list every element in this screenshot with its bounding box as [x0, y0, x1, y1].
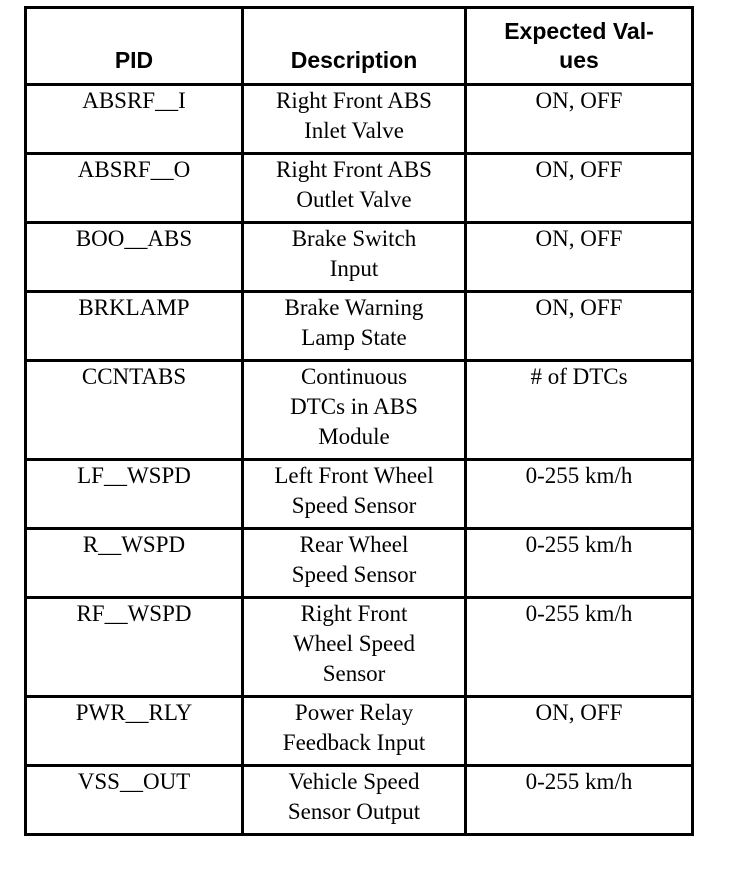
header-expected-line1: Expected Val- — [504, 18, 654, 44]
expected-cell: ON, OFF — [466, 223, 693, 292]
description-line: Brake Warning — [284, 295, 424, 320]
header-expected-line2: ues — [559, 47, 599, 73]
table-row — [26, 766, 693, 835]
expected-cell: ON, OFF — [466, 697, 693, 766]
description-cell — [243, 292, 466, 361]
expected-cell: 0-255 km/h — [466, 460, 693, 529]
table-row — [26, 361, 693, 460]
expected-cell: # of DTCs — [466, 361, 693, 460]
description-line: Vehicle Speed — [288, 769, 420, 794]
pid-cell: BRKLAMP — [26, 292, 243, 361]
table-row — [26, 85, 693, 154]
description-cell — [243, 223, 466, 292]
description-line: Brake Switch — [291, 226, 417, 251]
expected-cell: 0-255 km/h — [466, 766, 693, 835]
description-cell — [243, 529, 466, 598]
table-row — [26, 223, 693, 292]
description-line: Outlet Valve — [296, 187, 412, 212]
pid-cell: R__WSPD — [26, 529, 243, 598]
description-line: Speed Sensor — [291, 493, 417, 518]
expected-cell: ON, OFF — [466, 154, 693, 223]
pid-cell: ABSRF__O — [26, 154, 243, 223]
description-cell — [243, 361, 466, 460]
description-line: Continuous — [300, 364, 408, 389]
description-line: DTCs in ABS — [290, 394, 418, 419]
description-line: Sensor Output — [287, 799, 421, 824]
table-row — [26, 598, 693, 697]
description-cell — [243, 154, 466, 223]
description-line: Module — [318, 424, 390, 449]
description-line: Wheel Speed — [293, 631, 415, 656]
pid-cell: VSS__OUT — [26, 766, 243, 835]
description-line: Feedback Input — [282, 730, 426, 755]
description-cell — [243, 598, 466, 697]
table-row — [26, 529, 693, 598]
description-cell — [243, 460, 466, 529]
description-cell — [243, 85, 466, 154]
pid-cell: RF__WSPD — [26, 598, 243, 697]
description-line: Left Front Wheel — [274, 463, 434, 488]
pid-cell: BOO__ABS — [26, 223, 243, 292]
description-line: Right Front ABS — [276, 157, 432, 182]
description-line: Power Relay — [294, 700, 414, 725]
pid-cell: ABSRF__I — [26, 85, 243, 154]
pid-cell: PWR__RLY — [26, 697, 243, 766]
description-line: Inlet Valve — [304, 118, 404, 143]
expected-cell: 0-255 km/h — [466, 529, 693, 598]
pid-cell: LF__WSPD — [26, 460, 243, 529]
pid-table — [24, 6, 694, 836]
table-row — [26, 460, 693, 529]
description-cell — [243, 766, 466, 835]
expected-cell: ON, OFF — [466, 292, 693, 361]
description-line: Input — [329, 256, 379, 281]
table-row — [26, 292, 693, 361]
description-line: Sensor — [322, 661, 386, 686]
pid-cell: CCNTABS — [26, 361, 243, 460]
expected-cell: ON, OFF — [466, 85, 693, 154]
description-cell — [243, 697, 466, 766]
header-row — [26, 8, 693, 85]
header-description: Description — [243, 8, 466, 85]
header-pid: PID — [26, 8, 243, 85]
description-line: Speed Sensor — [291, 562, 417, 587]
header-expected-values — [466, 8, 693, 85]
description-line: Lamp State — [301, 325, 407, 350]
description-line: Rear Wheel — [299, 532, 409, 557]
description-line: Right Front — [300, 601, 408, 626]
expected-cell: 0-255 km/h — [466, 598, 693, 697]
table-row — [26, 154, 693, 223]
description-line: Right Front ABS — [276, 88, 432, 113]
table-row — [26, 697, 693, 766]
